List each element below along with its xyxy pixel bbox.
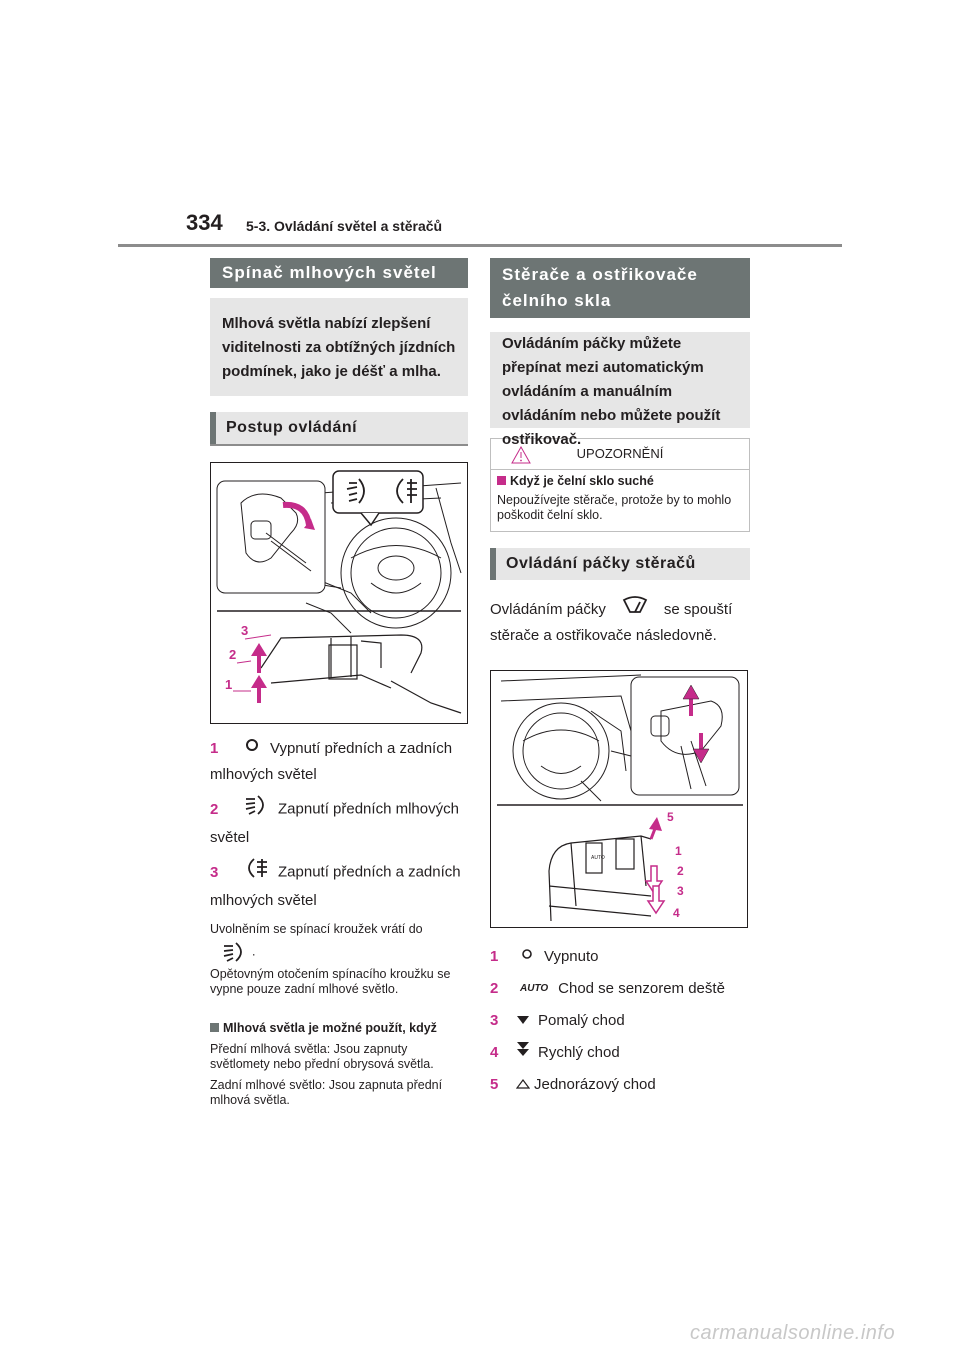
square-bullet-icon <box>210 1023 219 1032</box>
release-note-prefix: Uvolněním se spínací kroužek vrátí do <box>210 922 423 937</box>
step-text: Vypnutí předních a zadních mlhových světel <box>210 740 453 784</box>
wiper-subheading: Ovládání páčky stěračů <box>490 548 750 580</box>
step-text: Pomalý chod <box>538 1012 625 1030</box>
auto-icon: AUTO <box>520 983 549 995</box>
wiper-step-5 <box>490 1070 750 1100</box>
fog-step-3 <box>210 857 468 914</box>
lever-text-prefix: Ovládáním páčky <box>490 600 606 618</box>
off-circle-icon <box>520 942 534 972</box>
step-text: Zapnutí předních mlhových světel <box>210 800 459 847</box>
wiper-step-4 <box>490 1036 750 1070</box>
front-fog-icon <box>244 794 268 825</box>
fog-figure-label-1: 1 <box>225 677 233 692</box>
warning-text: Nepoužívejte stěrače, protože by to mohlo poškodit čelní sklo. <box>497 493 732 522</box>
rear-fog-icon <box>244 857 268 888</box>
step-number: 3 <box>490 1012 499 1030</box>
release-note-suffix: . <box>252 944 256 959</box>
step-text: Rychlý chod <box>538 1044 620 1062</box>
condition-title: Mlhová světla je možné použít, když <box>210 1021 468 1036</box>
page-number: 334 <box>186 210 223 235</box>
fog-light-column <box>210 258 468 1108</box>
lever-text-suffix: se spouští stěrače a ostřikovače následovně. <box>490 600 733 644</box>
warning-body <box>491 470 749 531</box>
wiper-icon <box>622 596 648 624</box>
step-number: 2 <box>210 800 219 818</box>
wiper-step-2 <box>490 972 750 1006</box>
condition-front: Přední mlhová světla: Jsou zapnuty světlomety nebo přední obrysová světla. <box>210 1042 434 1072</box>
step-number: 1 <box>210 740 219 757</box>
step-text: Jednorázový chod <box>534 1076 656 1094</box>
step-text: Chod se senzorem deště <box>558 980 725 998</box>
warning-box <box>490 438 750 532</box>
fog-figure-label-3: 3 <box>241 623 249 638</box>
step-text: Vypnuto <box>544 948 599 965</box>
wiper-figure-label-4: 4 <box>673 906 680 920</box>
section-title: 5-3. Ovládání světel a stěračů <box>246 218 443 234</box>
condition-rear: Zadní mlhové světlo: Jsou zapnuta přední mlhová světla. <box>210 1078 443 1108</box>
square-bullet-icon <box>497 476 506 485</box>
front-fog-icon <box>222 941 246 967</box>
warning-header <box>491 439 749 470</box>
wiper-intro: Ovládáním páčky můžete přepínat mezi automatickým ovládáním a manuálním ovládáním nebo můžete použít ostřikovač. <box>490 332 750 428</box>
repeat-note: Opětovným otočením spínacího kroužku se vypne pouze zadní mlhové světlo. <box>210 967 451 997</box>
fog-step-2 <box>210 794 468 851</box>
release-note <box>210 922 468 967</box>
wiper-column <box>490 258 750 1100</box>
fog-switch-figure <box>210 462 468 724</box>
lever-text <box>490 596 750 648</box>
wiper-figure-label-1: 1 <box>675 844 682 858</box>
wiper-figure-label-2: 2 <box>677 864 684 878</box>
lever-auto-mark: AUTO <box>591 855 605 861</box>
warning-triangle-icon <box>511 445 531 475</box>
warning-subtitle: Když je čelní sklo suché <box>497 474 743 489</box>
warning-title: UPOZORNĚNÍ <box>576 446 664 461</box>
wiper-step-3 <box>490 1006 750 1036</box>
off-circle-icon <box>244 736 260 762</box>
triangle-down-icon <box>516 1006 530 1036</box>
wiper-lever-figure <box>490 670 748 928</box>
wiper-heading: Stěrače a ostřikovače čelního skla <box>490 258 750 318</box>
fog-switch-illustration <box>211 463 467 723</box>
double-triangle-down-icon <box>516 1036 530 1070</box>
fog-intro: Mlhová světla nabízí zlepšení viditelnosti za obtížných jízdních podmínek, jako je déšť a mlha. <box>210 298 468 396</box>
step-number: 5 <box>490 1076 499 1094</box>
step-number: 4 <box>490 1044 499 1062</box>
wiper-lever-illustration <box>491 671 747 927</box>
fog-subheading: Postup ovládání <box>210 412 468 444</box>
header-rule <box>118 244 842 247</box>
triangle-up-outline-icon <box>516 1070 530 1100</box>
step-number: 2 <box>490 980 499 998</box>
wiper-figure-label-5: 5 <box>667 810 674 824</box>
fog-heading: Spínač mlhových světel <box>210 258 468 288</box>
step-number: 1 <box>490 948 499 965</box>
watermark: carmanualsonline.info <box>690 1322 896 1344</box>
wiper-step-1 <box>490 942 750 972</box>
fog-step-1 <box>210 736 468 788</box>
fog-figure-label-2: 2 <box>229 647 237 662</box>
step-number: 3 <box>210 863 219 881</box>
step-text: Zapnutí předních a zadních mlhových světel <box>210 863 461 910</box>
wiper-figure-label-3: 3 <box>677 884 684 898</box>
